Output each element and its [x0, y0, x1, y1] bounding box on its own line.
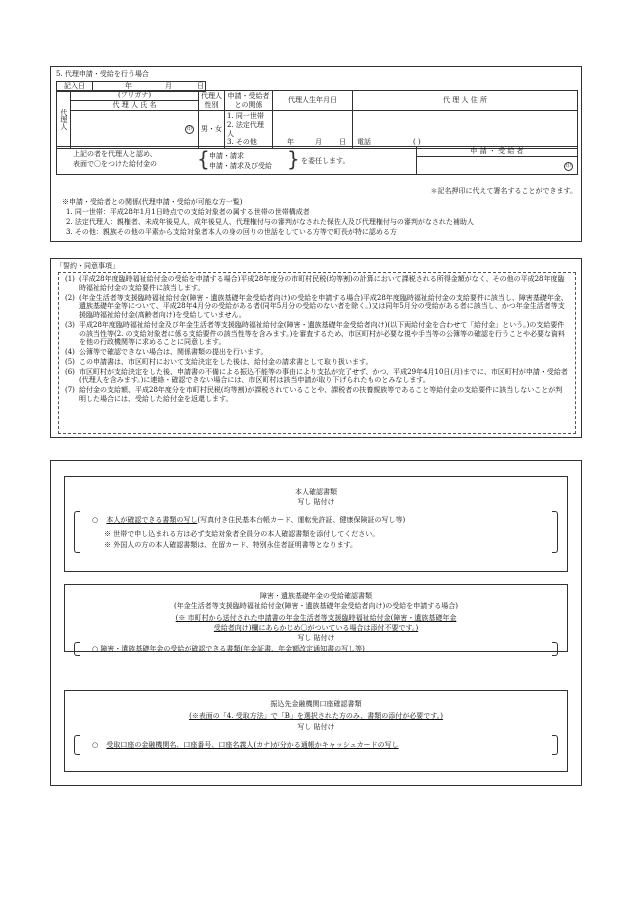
address-field[interactable]: [353, 111, 578, 149]
phone-label: 電話: [357, 138, 371, 147]
brace-left: {: [197, 147, 210, 171]
phone-parens: ( ): [413, 138, 421, 147]
birth-month-label: 月: [315, 138, 322, 147]
delegate-option-2[interactable]: 申請・請求及び受給: [209, 162, 272, 170]
applicant-header: 申 請 ・ 受 給 者: [417, 147, 578, 157]
delegate-text-1: 上記の者を代理人と認め、: [73, 150, 157, 158]
bank-title: 振込先金融機関口座確認書類: [270, 700, 362, 708]
delegate-suffix: を委任します。: [301, 157, 350, 165]
bank-item-mark: ○: [92, 741, 99, 749]
relation-note-2: 2. 法定代理人：親権者、未成年後見人、成年後見人、代理権付与の審判がなされた保佐人及び代理権付与の審判がなされた補助人: [66, 218, 474, 226]
proxy-heading: 5. 代理申請・受給を行う場合: [56, 70, 149, 78]
pension-note-2: 受給者向け)欄にあらかじめ〇がついている場合は添付不要です。): [213, 624, 419, 632]
brace-right: }: [287, 147, 300, 171]
pension-item: ○ 障害・遺族基礎年金の受給が確認できる書類(年金証書、年金額改定通知書の写し等): [92, 645, 365, 653]
id-item-underlined: 本人が確認できる書類の写し: [106, 516, 198, 524]
pledge-item: (4) 公簿等で確認できない場合は、関係書類の提出を行います。: [65, 348, 268, 356]
bank-item: [92, 741, 399, 750]
applicant-field[interactable]: [417, 157, 578, 175]
delegate-cell: [57, 147, 417, 175]
pledge-item: (3) 平成28年度臨時福祉給付金及び年金生活者等支援臨時福祉給付金(障害・遺族基礎年金受給者向け)(以下両給付金を合わせて「給付金」という。)の支給要件の該当性等(2. の支給対象者に係る支給要件の該当性等を含みます。)を審査するため、市区町村が必要な視や手当等の公簿等の確認を行うことや必要な資料を他の行政機関等に求めることに同意します。: [65, 320, 566, 347]
delegate-text-2: 表面で〇をつけた給付金の: [73, 160, 157, 168]
id-item: [92, 516, 405, 525]
birth-day-label: 日: [339, 138, 346, 147]
proxy-side-label: 代理人: [57, 91, 71, 149]
relation-note-3: 3. その他：親族その他の平素から支給対象者本人の身の回りの世話をしている方等で町長が特に認める方: [66, 228, 397, 236]
id-note-1: ※ 世帯で申し込まれる方は必ず支給対象者全員分の本人確認書類を添付してください。: [104, 530, 380, 538]
pension-subtitle: (年金生活者等支援臨時福祉給付金(障害・遺族基礎年金受給者向け)の受給を申請する場合): [174, 602, 458, 610]
address-header: 代 理 人 住 所: [353, 91, 578, 111]
id-item-mark: ○: [92, 516, 99, 524]
relation-options: [225, 111, 273, 149]
id-title: 本人確認書類: [295, 488, 337, 496]
birth-year-label: 年: [287, 138, 294, 147]
bank-item-text: 受取口座の金融機関名、口座番号、口座名義人(カナ)が分かる通帳かキャッシュカードの写し: [106, 741, 399, 749]
bank-note: (※表面の「4. 受取方法」で「B」を選択された方のみ、書類の添付が必要です。): [189, 712, 443, 720]
proxy-name-field[interactable]: [71, 111, 199, 149]
pension-title: 障害・遺族基礎年金の受給確認書類: [260, 592, 372, 600]
filled-date-label: 記入日: [57, 82, 93, 92]
furigana-header: (フリガナ): [71, 91, 199, 101]
proxy-table: [56, 90, 578, 149]
pension-copy-paste: 写し 貼付け: [297, 634, 335, 642]
month-label: 月: [165, 82, 172, 90]
gender-value[interactable]: 男・女: [199, 111, 225, 149]
id-item-rest: (写真付き住民基本台帳カード、運転免許証、健康保険証の写し等): [197, 516, 406, 524]
pledge-item: (7) 給付金の支給額、平成28年度分を市町村民税(均等割)が課税されていることや、課税者の扶養親族等であること等給付金の支給要件に該当しないことが判明した場合には、受給した給付金を返還します。: [65, 386, 563, 403]
relation-option-1[interactable]: 1. 同一世帯: [227, 112, 264, 120]
delegate-table: [56, 146, 578, 175]
relation-option-2[interactable]: 2. 法定代理人: [227, 120, 264, 138]
applicant-seal-mark: 印: [565, 163, 571, 169]
pledge-title: 「誓約・同意事項」: [56, 262, 119, 270]
pension-note-1: (※ 市町村から送付された申請書の年金生活者等支援臨時福祉給付金(障害・遺族基礎年金: [175, 614, 457, 622]
relation-option-3[interactable]: 3. その他: [227, 138, 257, 147]
proxy-name-header: 代 理 人 氏 名: [71, 101, 199, 111]
year-label: 年: [125, 82, 132, 90]
pledge-item: (6) 市区町村が支給決定をした後、申請書の不備による振込不能等の事由により支払が完了せず、かつ、平成29年4月10日(月)までに、市区町村が申請・受給者(代理人を含みます。)に連絡・確認できない場合には、市区町村は該当申請が取り下げられたものとみなします。: [65, 367, 568, 385]
pledge-item: (2) (年金生活者等支援臨時福祉給付金(障害・遺族基礎年金受給者向け)の受給を申請する場合)平成28年度臨時福祉給付金の支給要件に該当し、障害基礎年金、遺族基礎年金等について、平成28年4月分の受給がある者(同年5月分の受給のない者を除く。)又は同年5月分の受給がある者に該当し、かつ年金生活者等支援臨時福祉給付金(高齢者向け)を受給していません。: [65, 293, 568, 319]
id-copy-paste: 写し 貼付け: [297, 498, 335, 506]
relation-note-1: 1. 同一世帯：平成28年1月1日時点での支給対象者の属する世帯の世帯構成者: [66, 208, 310, 216]
birth-header: 代理人生年月日: [273, 91, 353, 111]
seal-mark: 印: [186, 126, 192, 132]
delegate-option-1[interactable]: 申請・請求: [209, 152, 244, 160]
pledge-item: (5) この申請書は、市区町村において支給決定をした後は、給付金の請求書として取り扱います。: [65, 357, 373, 366]
relation-header: 申請・受給者との関係: [225, 91, 273, 111]
id-note-2: ※ 外国人の方の本人確認書類は、在留カード、特別永住者証明書等となります。: [104, 541, 358, 549]
pledge-item: (1) (平成28年度臨時福祉給付金の受給を申請する場合)平成28年度分の市町村民税(均等割)の計算において課税される所得金額がなく、その他の平成28年度臨時福祉給付金の支給要件に該当します。: [65, 275, 565, 292]
bank-copy-paste: 写し 貼付け: [297, 723, 335, 731]
birth-field[interactable]: [273, 111, 353, 149]
signature-note: ＊記名押印に代えて署名することができます。: [430, 187, 577, 195]
gender-header: 代理人性別: [199, 91, 225, 111]
pledge-list: [58, 272, 576, 434]
relation-note-title: ※申請・受給者との関係(代理申請・受給が可能な方一覧): [62, 198, 243, 206]
day-label: 日: [197, 82, 204, 90]
